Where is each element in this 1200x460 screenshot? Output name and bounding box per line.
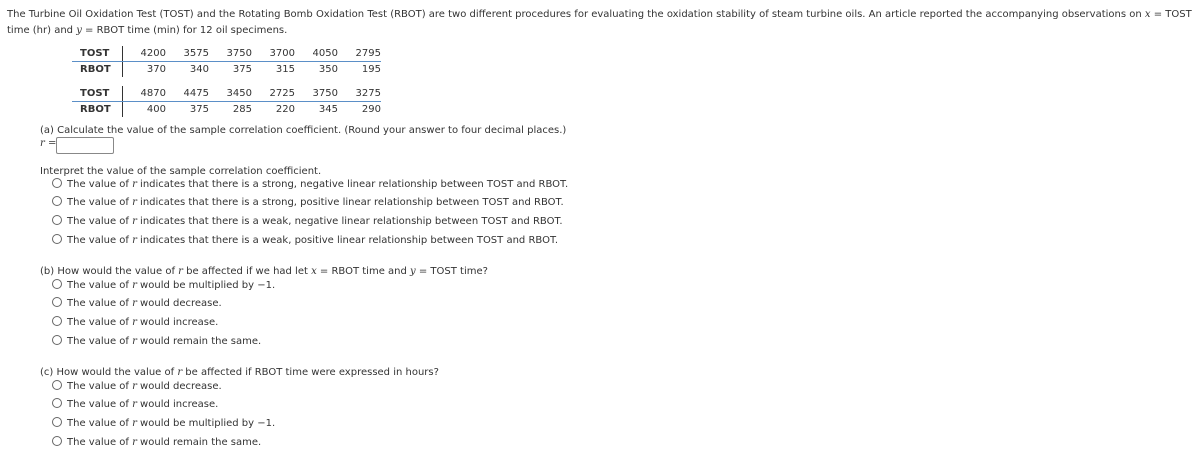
- question-text: be affected if we had let: [182, 266, 312, 277]
- table-cell: 4475: [166, 86, 209, 102]
- table-cell: 285: [232, 104, 252, 115]
- data-table-2: [72, 86, 381, 117]
- table-row-tost: [72, 86, 381, 102]
- table-cell: 3575: [166, 46, 209, 62]
- table-cell: 3450: [209, 86, 252, 102]
- radio-button[interactable]: [52, 316, 62, 326]
- option-text: indicates that there is a strong, positive linear relationship between TOST and RBOT.: [136, 197, 564, 208]
- row-label-rbot: RBOT: [72, 102, 123, 118]
- interpret-prompt: Interpret the value of the sample correlation coefficient.: [40, 166, 322, 177]
- var-x: x: [311, 266, 317, 277]
- question-text: (b) How would the value of: [40, 266, 179, 277]
- question-text: = TOST time?: [415, 266, 488, 277]
- option-text: would remain the same.: [136, 437, 262, 448]
- option-text: The value of: [67, 216, 133, 227]
- option-a-4[interactable]: [52, 234, 558, 248]
- radio-button[interactable]: [52, 417, 62, 427]
- var-r: r: [132, 317, 137, 328]
- option-text: would decrease.: [136, 381, 222, 392]
- option-text: would remain the same.: [136, 336, 262, 347]
- table-row-tost: [72, 46, 381, 62]
- table-row-rbot: [72, 102, 381, 118]
- option-text: The value of: [67, 336, 133, 347]
- var-x: x: [1144, 9, 1151, 20]
- var-r: r: [132, 216, 137, 227]
- option-text: The value of: [67, 197, 133, 208]
- row-label-rbot: RBOT: [72, 62, 123, 78]
- row-label-tost: TOST: [72, 46, 123, 62]
- part-a-question: (a) Calculate the value of the sample correlation coefficient. (Round your answer to four decimal places.): [40, 125, 567, 136]
- table-cell: 195: [361, 64, 381, 75]
- var-r: r: [132, 381, 137, 392]
- radio-button[interactable]: [52, 196, 62, 206]
- question-text: = RBOT time and: [316, 266, 411, 277]
- radio-button[interactable]: [52, 178, 62, 188]
- option-a-1[interactable]: [52, 178, 568, 192]
- var-r: r: [132, 235, 137, 246]
- var-r: r: [132, 179, 137, 190]
- part-b-question: [40, 266, 488, 277]
- option-text: The value of: [67, 235, 133, 246]
- option-c-3[interactable]: [52, 417, 275, 431]
- var-r: r: [132, 298, 137, 309]
- table-cell: 3750: [209, 46, 252, 62]
- radio-button[interactable]: [52, 297, 62, 307]
- option-text: The value of: [67, 280, 133, 291]
- r-label: [40, 138, 56, 149]
- option-text: The value of: [67, 317, 133, 328]
- option-text: The value of: [67, 381, 133, 392]
- option-b-3[interactable]: [52, 316, 218, 330]
- option-text: would decrease.: [136, 298, 222, 309]
- intro-text: The Turbine Oil Oxidation Test (TOST) and the Rotating Bomb Oxidation Test (RBOT) are two different procedures for evaluating the oxidation stability of steam turbine oils. An article reported the accompanying observations on: [7, 9, 1145, 20]
- table-cell: 3750: [295, 86, 338, 102]
- var-r: r: [178, 266, 183, 277]
- option-b-4[interactable]: [52, 335, 261, 349]
- radio-button[interactable]: [52, 380, 62, 390]
- option-text: The value of: [67, 298, 133, 309]
- intro-text: = TOST time (hr) and: [7, 9, 1192, 36]
- question-text: (c) How would the value of: [40, 367, 178, 378]
- part-c-question: [40, 367, 439, 378]
- table-cell: 3275: [338, 86, 381, 102]
- table-cell: 2725: [252, 86, 295, 102]
- option-text: indicates that there is a weak, positive linear relationship between TOST and RBOT.: [136, 235, 559, 246]
- problem-intro: [7, 7, 1193, 39]
- radio-button[interactable]: [52, 279, 62, 289]
- var-r: r: [177, 367, 183, 378]
- option-text: The value of: [67, 179, 133, 190]
- question-text: be affected if RBOT time were expressed in hours?: [182, 367, 439, 378]
- var-r: r: [132, 437, 137, 448]
- option-text: would be multiplied by −1.: [136, 280, 276, 291]
- option-text: would be multiplied by −1.: [136, 418, 276, 429]
- option-c-1[interactable]: [52, 380, 222, 394]
- table-cell: 375: [232, 64, 252, 75]
- table-cell: 315: [275, 64, 295, 75]
- option-text: indicates that there is a weak, negative linear relationship between TOST and RBOT.: [136, 216, 563, 227]
- radio-button[interactable]: [52, 398, 62, 408]
- var-y: y: [410, 266, 416, 277]
- table-cell: 220: [275, 104, 295, 115]
- radio-button[interactable]: [52, 436, 62, 446]
- table-row-rbot: [72, 62, 381, 78]
- option-text: indicates that there is a strong, negative linear relationship between TOST and RBOT.: [136, 179, 569, 190]
- option-b-2[interactable]: [52, 297, 222, 311]
- option-a-2[interactable]: [52, 196, 564, 210]
- option-c-4[interactable]: [52, 436, 261, 450]
- table-cell: 340: [189, 64, 209, 75]
- table-cell: 3700: [252, 46, 295, 62]
- table-cell: 2795: [338, 46, 381, 62]
- table-cell: 4870: [123, 86, 167, 102]
- table-cell: 370: [146, 64, 166, 75]
- table-cell: 350: [318, 64, 338, 75]
- var-r: r: [132, 399, 137, 410]
- option-text: would increase.: [136, 399, 219, 410]
- radio-button[interactable]: [52, 234, 62, 244]
- var-r: r: [132, 197, 137, 208]
- option-a-3[interactable]: [52, 215, 563, 229]
- intro-text: = RBOT time (min) for 12 oil specimens.: [81, 25, 288, 36]
- option-text: would increase.: [136, 317, 219, 328]
- data-table-1: [72, 46, 381, 77]
- table-cell: 400: [146, 104, 166, 115]
- radio-button[interactable]: [52, 215, 62, 225]
- table-cell: 4200: [123, 46, 167, 62]
- table-cell: 345: [318, 104, 338, 115]
- var-y: y: [76, 25, 82, 36]
- radio-button[interactable]: [52, 335, 62, 345]
- var-r: r: [132, 336, 137, 347]
- var-r: r: [132, 418, 137, 429]
- option-text: The value of: [67, 399, 133, 410]
- option-c-2[interactable]: [52, 398, 218, 412]
- option-b-1[interactable]: [52, 279, 275, 293]
- table-cell: 4050: [295, 46, 338, 62]
- option-text: The value of: [67, 418, 133, 429]
- r-label-text: r =: [40, 138, 57, 149]
- table-cell: 290: [361, 104, 381, 115]
- var-r: r: [132, 280, 137, 291]
- option-text: The value of: [67, 437, 133, 448]
- table-cell: 375: [189, 104, 209, 115]
- row-label-tost: TOST: [72, 86, 123, 102]
- r-answer-input[interactable]: [56, 137, 114, 154]
